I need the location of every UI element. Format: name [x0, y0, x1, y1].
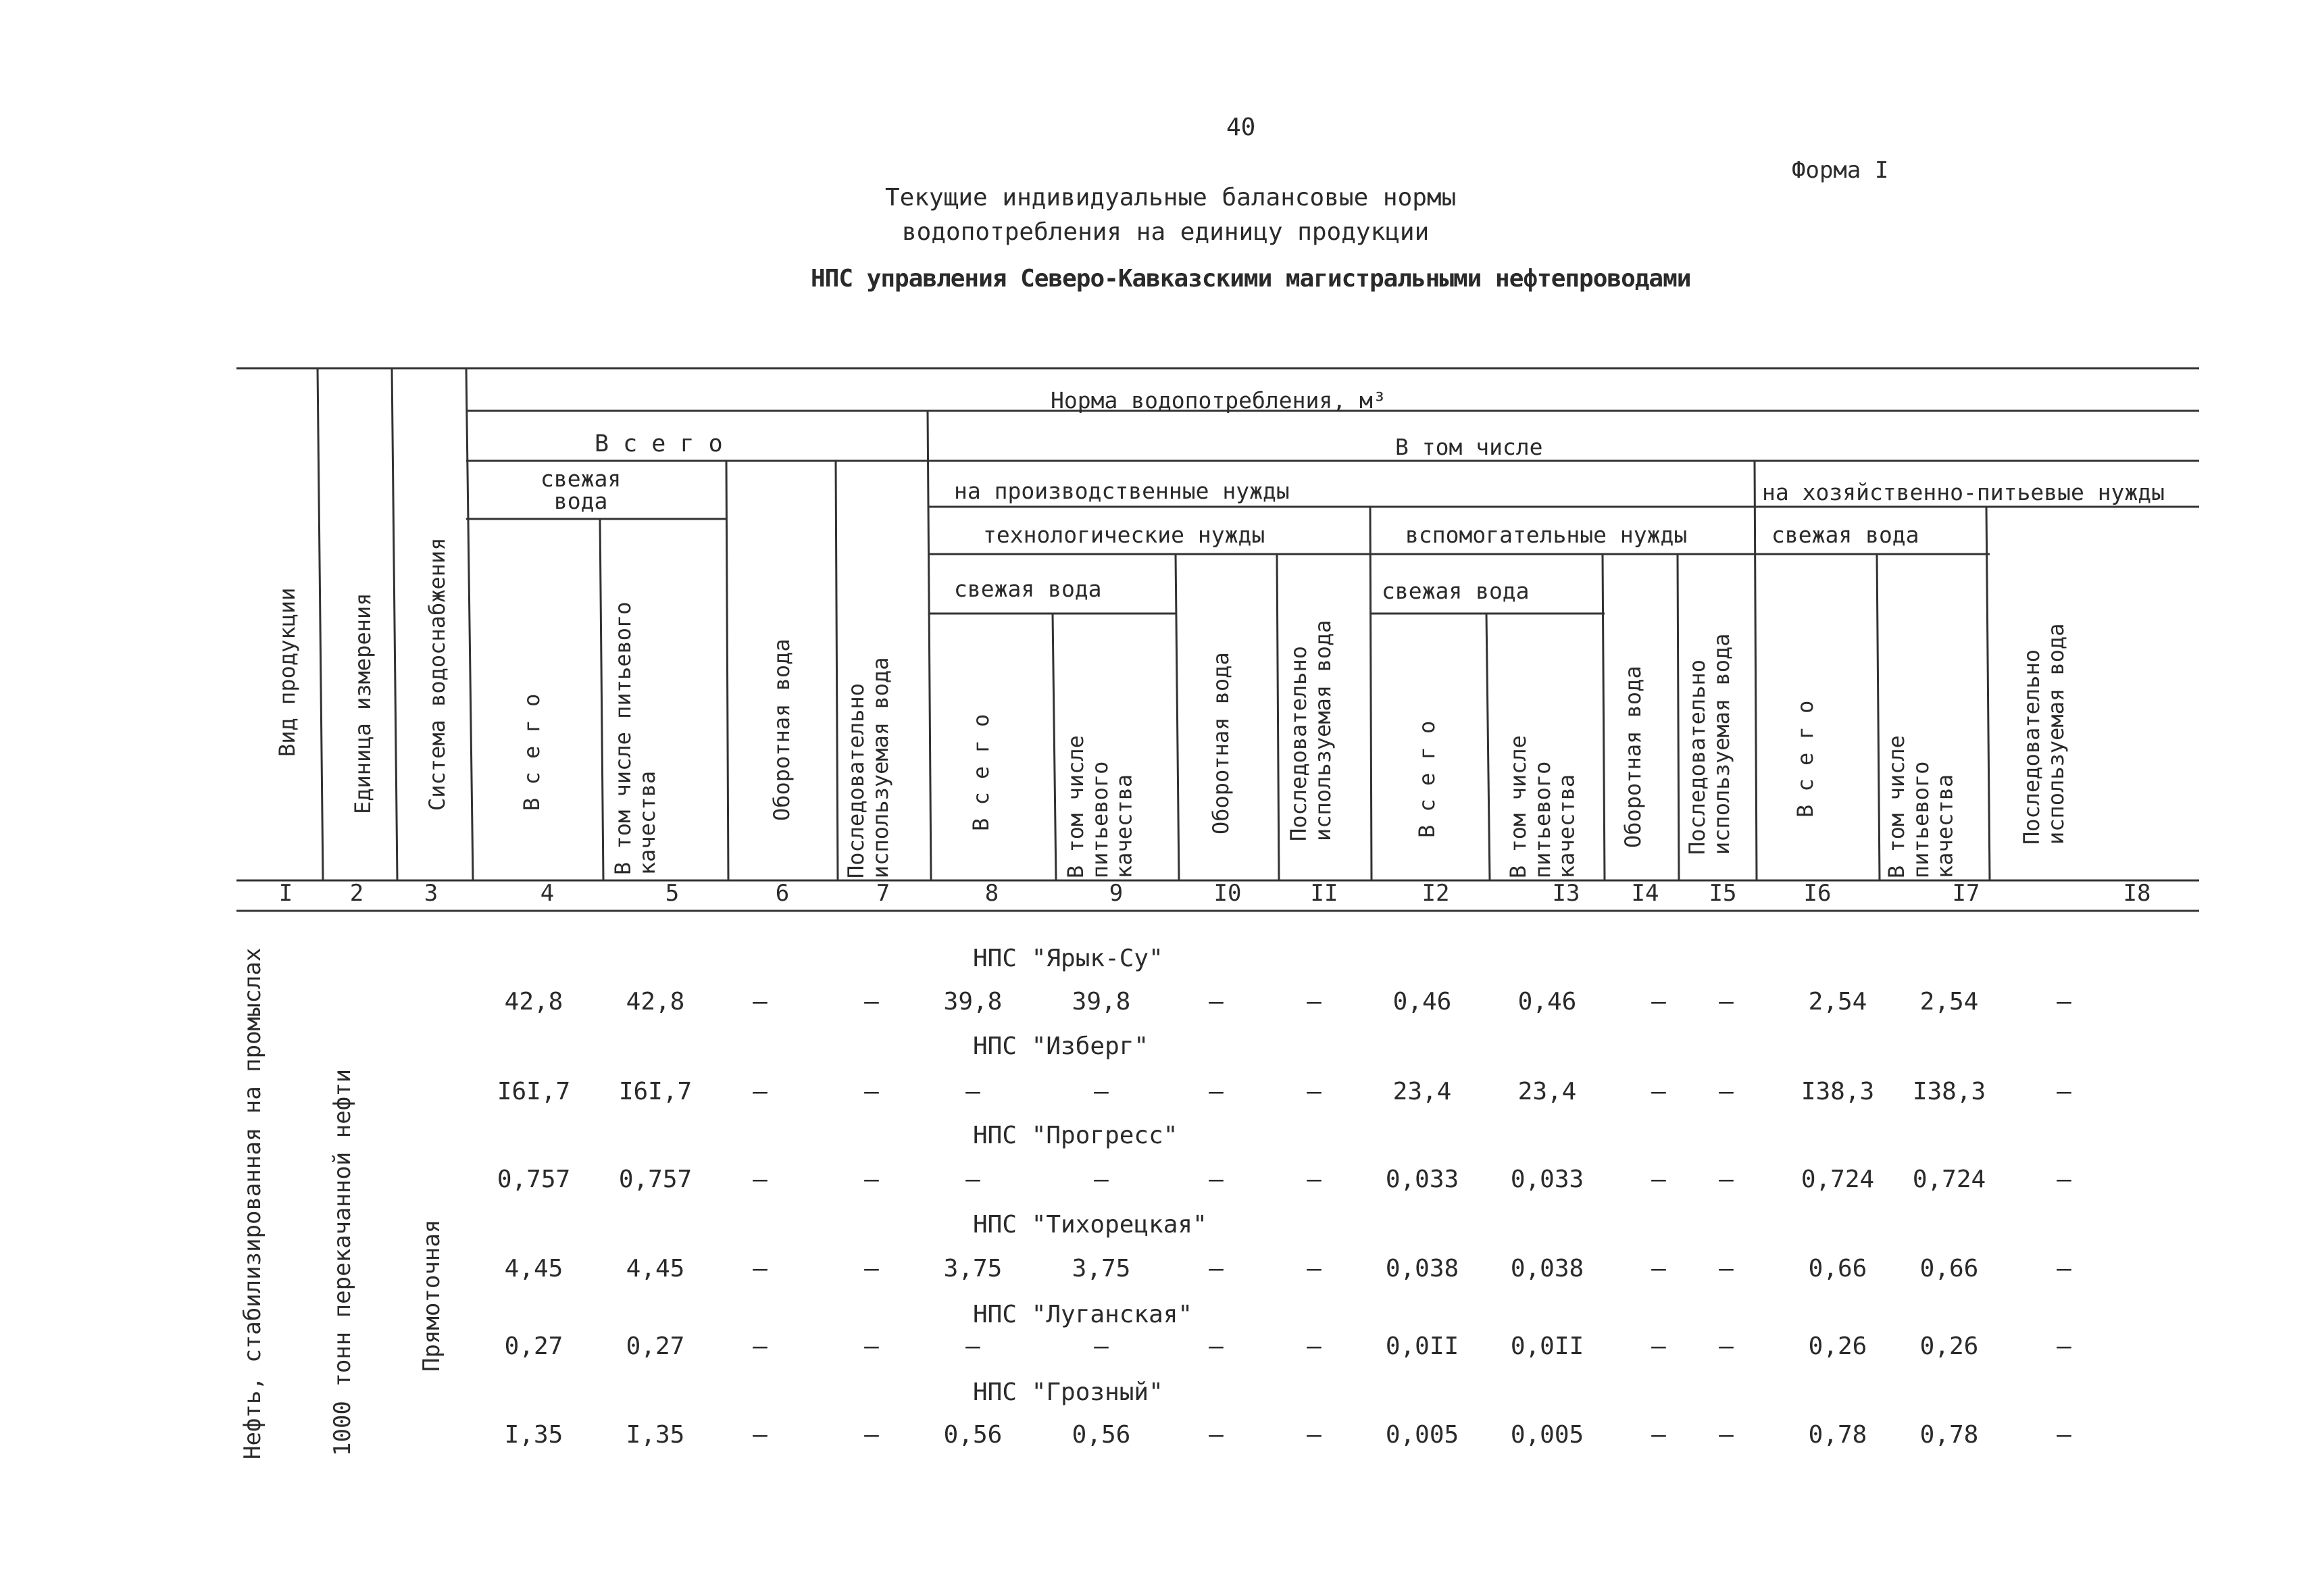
table-cell: – [1651, 1421, 1666, 1449]
header-production-needs: на производственные нужды [954, 478, 1290, 504]
table-cell: 0,66 [1808, 1255, 1867, 1282]
table-cell: – [1651, 1078, 1666, 1105]
table-cell: – [1719, 1421, 1734, 1449]
header-col7-sequential: Последовательно используемая вода [843, 657, 893, 878]
station-name: НПС "Изберг" [973, 1032, 1149, 1060]
column-number: I4 [1631, 880, 1659, 907]
title-line-3: НПС управления Северо-Кавказскими магистральными нефтепроводами [811, 265, 1691, 293]
table-cell: 0,005 [1385, 1421, 1459, 1449]
table-cell: – [753, 1255, 768, 1282]
table-cell: I,35 [504, 1421, 563, 1449]
table-cell: – [2057, 1166, 2071, 1193]
header-col12-total: В с е г о [1414, 720, 1440, 838]
table-cell: 0,033 [1385, 1166, 1459, 1193]
header-fresh-water: свежая вода [540, 466, 622, 514]
table-cell: 0,46 [1392, 988, 1452, 1016]
table-cell: – [753, 1078, 768, 1105]
table-cell: – [1209, 1255, 1224, 1282]
header-tech-fresh-water: свежая вода [954, 576, 1102, 602]
table-cell: – [753, 1166, 768, 1193]
table-cell: 23,4 [1517, 1078, 1577, 1105]
table-cell: – [1209, 1166, 1224, 1193]
table-cell: 39,8 [943, 988, 1003, 1016]
table-cell: – [1719, 1078, 1734, 1105]
header-norm: Норма водопотребления, м³ [1051, 387, 1386, 414]
table-cell: 0,005 [1510, 1421, 1584, 1449]
header-technological-needs: технологические нужды [983, 522, 1265, 548]
table-cell: 0,56 [1072, 1421, 1131, 1449]
column-number: 8 [984, 880, 999, 907]
table-cell: 0,78 [1808, 1421, 1867, 1449]
table-cell: – [1651, 1166, 1666, 1193]
table-cell: – [1209, 1078, 1224, 1105]
title-line-1: Текущие индивидуальные балансовые нормы [885, 184, 1457, 211]
table-cell: – [2057, 988, 2071, 1016]
table-cell: – [1094, 1078, 1109, 1105]
column-number: I5 [1709, 880, 1737, 907]
unit-of-measure: 1000 тонн перекачанной нефти [329, 1068, 356, 1456]
station-name: НПС "Грозный" [973, 1378, 1163, 1406]
table-cell: I38,3 [1801, 1078, 1875, 1105]
table-cell: 0,56 [943, 1421, 1003, 1449]
table-cell: 42,8 [504, 988, 563, 1016]
table-cell: 3,75 [943, 1255, 1003, 1282]
product-name: Нефть, стабилизированная на промыслах [239, 947, 266, 1460]
table-cell: – [1719, 1332, 1734, 1360]
header-col17-drinking: В том числе питьевого качества [1884, 735, 1958, 878]
column-number: 2 [349, 880, 364, 907]
header-col6-circulating: Оборотная вода [769, 639, 795, 821]
column-number: I8 [2123, 880, 2151, 907]
column-number: I [278, 880, 293, 907]
table-cell: – [1651, 1255, 1666, 1282]
table-cell: – [1307, 1332, 1322, 1360]
table-cell: 39,8 [1072, 988, 1131, 1016]
header-unit: Единица измерения [350, 593, 376, 814]
header-col8-total: В с е г о [968, 714, 994, 831]
column-number: 5 [665, 880, 680, 907]
table-cell: 0,724 [1912, 1166, 1986, 1193]
table-cell: – [1307, 1166, 1322, 1193]
table-cell: 23,4 [1392, 1078, 1452, 1105]
table-cell: – [1209, 988, 1224, 1016]
column-number: I3 [1552, 880, 1580, 907]
table-cell: – [1094, 1166, 1109, 1193]
table-cell: – [965, 1078, 980, 1105]
form-label: Форма I [1792, 157, 1889, 184]
header-aux-fresh-water: свежая вода [1382, 578, 1530, 604]
table-cell: – [1307, 1255, 1322, 1282]
table-cell: – [1719, 988, 1734, 1016]
header-supply-system: Система водоснабжения [424, 537, 450, 811]
header-including: В том числе [1395, 434, 1543, 460]
table-cell: – [1094, 1332, 1109, 1360]
header-col15-sequential: Последовательно используемая вода [1684, 633, 1734, 855]
header-col9-drinking: В том числе питьевого качества [1063, 735, 1137, 878]
table-cell: – [1307, 1421, 1322, 1449]
header-household-fresh-water: свежая вода [1771, 522, 1919, 548]
table-cell: I,35 [626, 1421, 685, 1449]
table-cell: – [1651, 1332, 1666, 1360]
column-number: 9 [1109, 880, 1124, 907]
table-cell: 0,757 [497, 1166, 571, 1193]
table-cell: – [753, 1421, 768, 1449]
header-col18-sequential: Последовательно используемая вода [2019, 623, 2069, 845]
table-cell: 0,27 [626, 1332, 685, 1360]
header-col10-circulating: Оборотная вода [1208, 652, 1234, 834]
table-cell: – [864, 1078, 879, 1105]
header-household-needs: на хозяйственно-питьевые нужды [1762, 479, 2165, 505]
table-cell: – [1651, 988, 1666, 1016]
table-cell: 0,757 [618, 1166, 693, 1193]
station-name: НПС "Луганская" [973, 1301, 1193, 1328]
header-col14-circulating: Оборотная вода [1620, 666, 1646, 848]
table-cell: – [753, 1332, 768, 1360]
table-cell: I6I,7 [497, 1078, 571, 1105]
table-cell: 0,038 [1385, 1255, 1459, 1282]
column-number: 7 [876, 880, 890, 907]
column-number: 3 [424, 880, 438, 907]
table-cell: – [965, 1332, 980, 1360]
table-cell: 4,45 [626, 1255, 685, 1282]
table-cell: – [864, 988, 879, 1016]
page-number: 40 [1226, 114, 1256, 141]
table-cell: 0,26 [1808, 1332, 1867, 1360]
table-cell: 0,033 [1510, 1166, 1584, 1193]
column-number: 4 [540, 880, 555, 907]
table-cell: 3,75 [1072, 1255, 1131, 1282]
header-auxiliary-needs: вспомогательные нужды [1405, 522, 1688, 548]
station-name: НПС "Прогресс" [973, 1122, 1178, 1149]
station-name: НПС "Ярык-Су" [973, 945, 1163, 972]
column-number: I6 [1803, 880, 1832, 907]
header-col4-total: В с е г о [519, 693, 545, 811]
header-col13-drinking: В том числе питьевого качества [1505, 735, 1580, 878]
table-cell: 0,78 [1919, 1421, 1979, 1449]
station-name: НПС "Тихорецкая" [973, 1211, 1207, 1239]
table-cell: – [864, 1421, 879, 1449]
table-cell: 2,54 [1919, 988, 1979, 1016]
table-cell: – [753, 988, 768, 1016]
table-cell: – [965, 1166, 980, 1193]
header-product: Вид продукции [274, 587, 300, 757]
header-col5-drinking: В том числе питьевого качества [610, 601, 660, 875]
header-col16-total: В с е г о [1792, 700, 1818, 818]
table-cell: – [1209, 1332, 1224, 1360]
table-cell: – [1307, 988, 1322, 1016]
table-cell: – [864, 1332, 879, 1360]
table-cell: 0,26 [1919, 1332, 1979, 1360]
table-cell: 0,038 [1510, 1255, 1584, 1282]
table-cell: – [1307, 1078, 1322, 1105]
table-cell: 0,724 [1801, 1166, 1875, 1193]
table-cell: – [2057, 1421, 2071, 1449]
table-cell: – [1719, 1255, 1734, 1282]
table-cell: 2,54 [1808, 988, 1867, 1016]
table-cell: 0,66 [1919, 1255, 1979, 1282]
table-cell: – [2057, 1078, 2071, 1105]
title-line-2: водопотребления на единицу продукции [902, 218, 1430, 246]
table-cell: 0,46 [1517, 988, 1577, 1016]
column-number: I7 [1952, 880, 1980, 907]
table-cell: – [864, 1255, 879, 1282]
column-number: II [1310, 880, 1338, 907]
table-cell: – [864, 1166, 879, 1193]
table-cell: 0,27 [504, 1332, 563, 1360]
supply-system: Прямоточная [418, 1219, 445, 1372]
table-cell: 0,0II [1510, 1332, 1584, 1360]
table-cell: 42,8 [626, 988, 685, 1016]
column-number: I0 [1213, 880, 1242, 907]
table-cell: – [2057, 1332, 2071, 1360]
table-cell: 4,45 [504, 1255, 563, 1282]
table-cell: – [1719, 1166, 1734, 1193]
table-cell: – [2057, 1255, 2071, 1282]
header-col11-sequential: Последовательно используемая вода [1286, 620, 1336, 841]
table-cell: 0,0II [1385, 1332, 1459, 1360]
table-cell: – [1209, 1421, 1224, 1449]
table-cell: I6I,7 [618, 1078, 693, 1105]
column-number: I2 [1422, 880, 1450, 907]
column-number: 6 [775, 880, 790, 907]
table-cell: I38,3 [1912, 1078, 1986, 1105]
header-total: В с е г о [595, 430, 723, 457]
